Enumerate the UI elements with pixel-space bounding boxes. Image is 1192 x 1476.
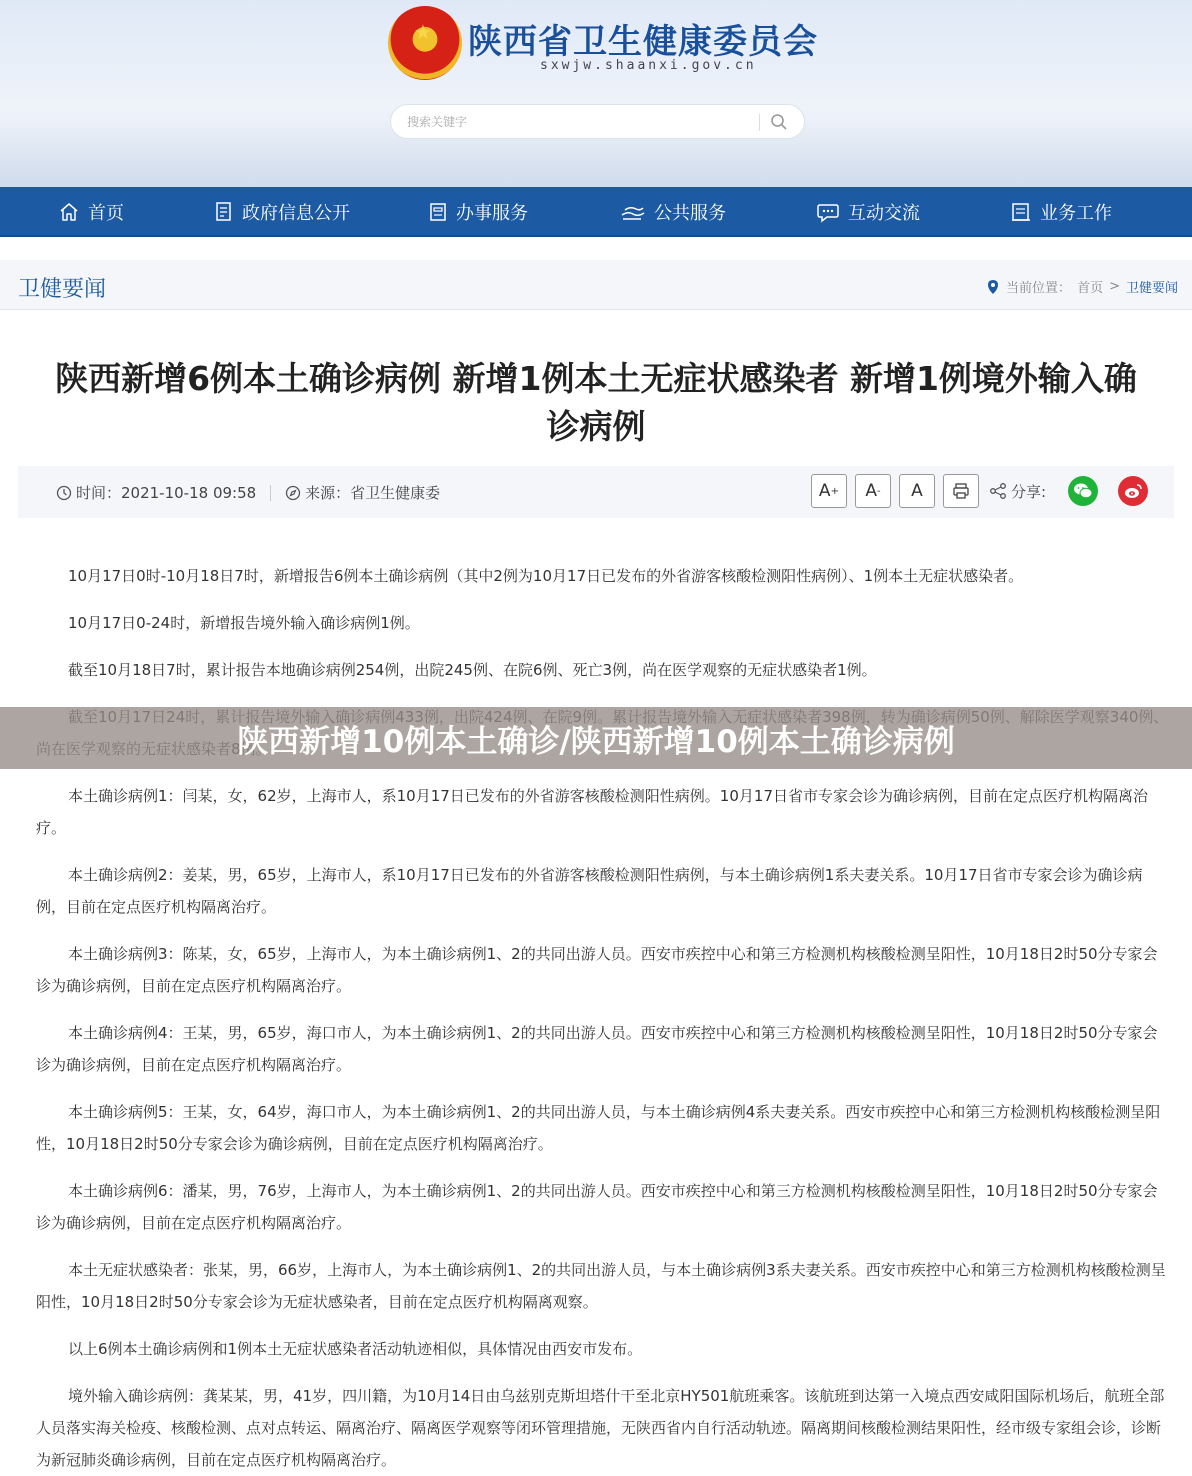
font-size-decrease-button[interactable]: A - (855, 474, 891, 508)
nav-item-label: 业务工作 (1040, 203, 1112, 224)
section-title: 卫健要闻 (18, 277, 107, 302)
search-icon[interactable] (769, 112, 789, 132)
site-domain: sxwjw.shaanxi.gov.cn (540, 58, 757, 73)
search-input[interactable] (407, 113, 757, 131)
national-emblem-icon: ★ (388, 6, 462, 80)
nav-item-gov-info[interactable] (214, 187, 350, 237)
article-paragraph: 本土确诊病例2：姜某，男，65岁，上海市人，系10月17日已发布的外省游客核酸检测阳性病例，与本土确诊病例1系夫妻关系。10月17日省市专家会诊为确诊病例，目前在定点医疗机构隔离治疗。 (36, 866, 1143, 916)
section-bar (0, 260, 1192, 310)
main-nav (0, 187, 1192, 237)
overlay-banner-text: 陕西新增10例本土确诊/陕西新增10例本土确诊病例 (237, 723, 955, 760)
site-title: 陕西省卫生健康委员会 (468, 22, 818, 62)
service-icon (620, 201, 646, 223)
breadcrumb (986, 277, 1178, 296)
share-icon (989, 482, 1007, 500)
chat-icon (816, 201, 840, 223)
share-wechat-button[interactable] (1068, 476, 1098, 506)
site-logo[interactable] (388, 6, 818, 82)
article-paragraph: 本土确诊病例1：闫某，女，62岁，上海市人，系10月17日已发布的外省游客核酸检测阳性病例。10月17日省市专家会诊为确诊病例，目前在定点医疗机构隔离治疗。 (36, 787, 1148, 837)
wechat-icon (1073, 482, 1093, 500)
overlay-banner (0, 707, 1192, 769)
article-title: 陕西新增6例本土确诊病例 新增1例本土无症状感染者 新增1例境外输入确诊病例 (55, 359, 1137, 446)
article-paragraph: 本土确诊病例5：王某，女，64岁，海口市人，为本土确诊病例1、2的共同出游人员，与本土确诊病例4系夫妻关系。西安市疾控中心和第三方检测机构核酸检测呈阳性，10月18日2时50分专家会诊为确诊病例，目前在定点医疗机构隔离治疗。 (36, 1103, 1161, 1153)
article-paragraph: 本土确诊病例4：王某，男，65岁，海口市人，为本土确诊病例1、2的共同出游人员。西安市疾控中心和第三方检测机构核酸检测呈阳性，10月18日2时50分专家会诊为确诊病例，目前在定点医疗机构隔离治疗。 (36, 1024, 1158, 1074)
article-paragraph: 本土确诊病例3：陈某，女，65岁，上海市人，为本土确诊病例1、2的共同出游人员。西安市疾控中心和第三方检测机构核酸检测呈阳性，10月18日2时50分专家会诊为确诊病例，目前在定点医疗机构隔离治疗。 (36, 945, 1158, 995)
nav-item-public-service[interactable] (620, 187, 726, 237)
share-label: 分享: (989, 481, 1046, 502)
breadcrumb-separator: > (1109, 279, 1120, 294)
breadcrumb-label: 当前位置： (1006, 281, 1072, 296)
nav-item-label: 互动交流 (848, 203, 920, 224)
article-content (36, 560, 1172, 1476)
breadcrumb-home-link[interactable]: 首页 (1077, 281, 1104, 296)
printer-icon (952, 482, 970, 500)
font-size-reset-button[interactable]: A (899, 474, 935, 508)
print-button[interactable] (943, 474, 979, 508)
clipboard-icon (428, 201, 448, 223)
article-source: 来源：省卫生健康委 (305, 484, 441, 502)
home-icon (58, 201, 80, 223)
compass-icon (285, 485, 301, 501)
article-paragraph: 境外输入确诊病例：龚某某，男，41岁，四川籍，为10月14日由乌兹别克斯坦塔什干至北京HY501航班乘客。该航班到达第一入境点西安咸阳国际机场后，航班全部人员落实海关检疫、核酸检测、点对点转运、隔离治疗、隔离医学观察等闭环管理措施，无陕西省内自行活动轨迹。隔离期间核酸检测结果阳性，经市级专家组会诊，诊断为新冠肺炎确诊病例，目前在定点医疗机构隔离治疗。 (36, 1387, 1165, 1469)
article-paragraph: 截至10月18日7时，累计报告本地确诊病例254例，出院245例、在院6例、死亡3例，尚在医学观察的无症状感染者1例。 (68, 661, 877, 679)
nav-item-label: 办事服务 (456, 203, 528, 224)
nav-item-label: 公共服务 (654, 203, 726, 224)
article-paragraph: 10月17日0时-10月18日7时，新增报告6例本土确诊病例（其中2例为10月17日已发布的外省游客核酸检测阳性病例）、1例本土无症状感染者。 (68, 567, 1024, 585)
document-icon (214, 201, 234, 223)
article-paragraph: 10月17日0-24时，新增报告境外输入确诊病例1例。 (68, 614, 420, 632)
breadcrumb-current-link[interactable]: 卫健要闻 (1125, 281, 1178, 296)
site-header (0, 0, 1192, 187)
search-divider (759, 114, 760, 131)
nav-item-work[interactable] (1010, 187, 1112, 237)
nav-item-interaction[interactable] (816, 187, 920, 237)
nav-item-label: 首页 (88, 203, 124, 224)
weibo-icon (1123, 482, 1143, 500)
article-paragraph: 本土确诊病例6：潘某，男，76岁，上海市人，为本土确诊病例1、2的共同出游人员。西安市疾控中心和第三方检测机构核酸检测呈阳性，10月18日2时50分专家会诊为确诊病例，目前在定点医疗机构隔离治疗。 (36, 1182, 1158, 1232)
article-paragraph: 本土无症状感染者：张某，男，66岁，上海市人，为本土确诊病例1、2的共同出游人员，与本土确诊病例3系夫妻关系。西安市疾控中心和第三方检测机构核酸检测呈阳性，10月18日2时50分专家会诊为无症状感染者，目前在定点医疗机构隔离观察。 (36, 1261, 1166, 1311)
search-box (390, 104, 805, 139)
nav-item-home[interactable] (58, 187, 124, 237)
location-pin-icon (986, 279, 1000, 295)
clock-icon (56, 485, 72, 501)
nav-item-label: 政府信息公开 (242, 203, 350, 224)
publish-time: 时间：2021-10-18 09:58 (76, 484, 257, 502)
article-meta (56, 482, 440, 503)
article-paragraph: 以上6例本土确诊病例和1例本土无症状感染者活动轨迹相似，具体情况由西安市发布。 (68, 1340, 643, 1358)
share-weibo-button[interactable] (1118, 476, 1148, 506)
nav-item-services[interactable] (428, 187, 528, 237)
meta-divider (270, 485, 271, 501)
article-meta-bar (18, 466, 1174, 518)
font-size-increase-button[interactable]: A + (811, 474, 847, 508)
file-icon (1010, 201, 1032, 223)
article-tools (811, 474, 1148, 508)
